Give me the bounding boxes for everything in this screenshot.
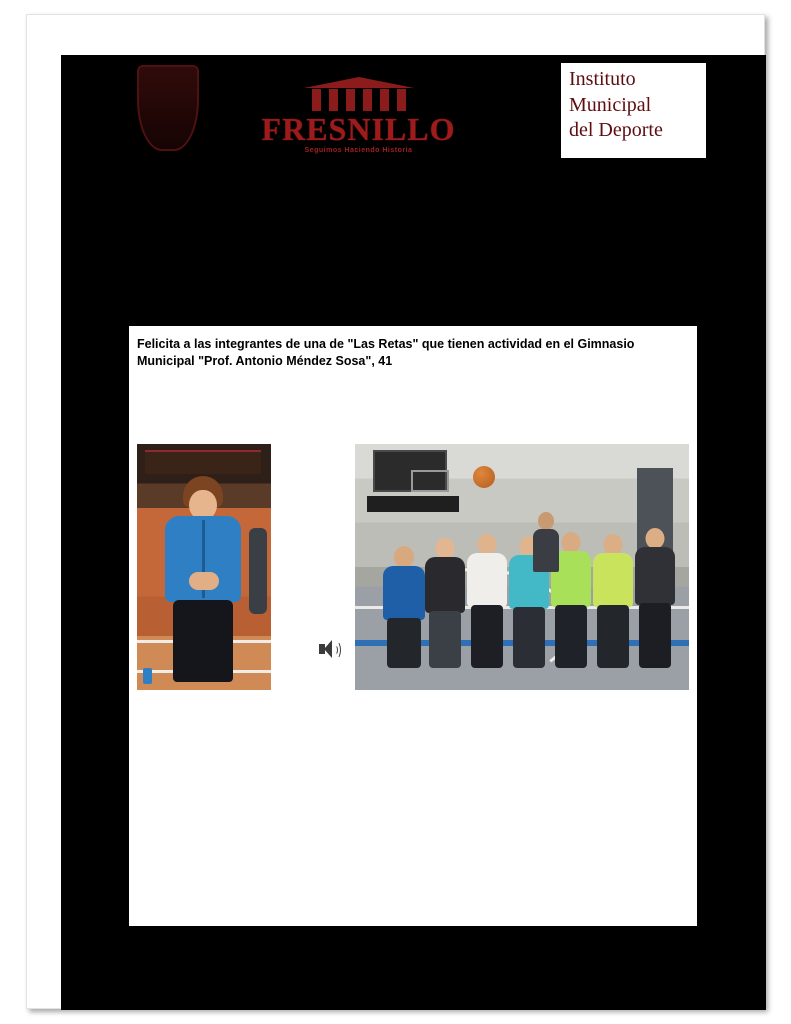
person-figure: [467, 534, 507, 668]
fresnillo-logo: [246, 77, 471, 169]
imd-line-3: del Deporte: [569, 119, 663, 142]
torso: [533, 529, 559, 572]
head: [478, 534, 497, 555]
speaker-cone: [324, 640, 332, 658]
torso: [425, 557, 465, 613]
head: [604, 534, 623, 555]
speaker-icon[interactable]: [315, 636, 341, 662]
wall-banner: [145, 450, 261, 474]
legs: [639, 603, 671, 668]
background-person: [249, 528, 267, 614]
person-figure: [383, 546, 425, 668]
legs: [387, 618, 421, 668]
torso: [593, 553, 633, 607]
person-figure: [593, 534, 633, 668]
legs: [471, 605, 503, 668]
crest-shape: [137, 65, 199, 151]
background-person: [533, 512, 559, 572]
photo-group-gym: [355, 444, 689, 690]
head: [646, 528, 665, 549]
basketball-icon: [473, 466, 495, 488]
building-icon: [304, 77, 414, 111]
head: [394, 546, 414, 568]
fresnillo-tagline: Seguimos Haciendo Historia: [304, 147, 413, 154]
columns-shape: [312, 89, 406, 111]
media-row: [137, 444, 689, 696]
speaker-wave-outer: [332, 641, 341, 659]
legs: [555, 605, 587, 668]
torso: [383, 566, 425, 620]
slide-area: [61, 55, 766, 1010]
head: [436, 538, 455, 559]
municipal-crest-icon: [137, 65, 199, 165]
black-pants: [173, 600, 233, 682]
instituto-municipal-deporte-logo: [561, 63, 706, 158]
wall-banner: [367, 496, 459, 512]
backboard-square: [411, 470, 449, 492]
fresnillo-wordmark: FRESNILLO: [261, 111, 456, 147]
hands: [189, 572, 219, 590]
caption-text: Felicita a las integrantes de una de "Las Retas" que tienen actividad en el Gimnasio Municipal "Prof. Antonio Méndez Sosa", 41: [137, 337, 635, 368]
person-figure: [425, 538, 465, 668]
torso: [635, 547, 675, 605]
header-logo-band: [61, 55, 766, 185]
legs: [429, 611, 461, 668]
water-bottle: [143, 668, 152, 684]
photo-woman-gym: [137, 444, 271, 690]
legs: [513, 607, 545, 668]
imd-line-2: Municipal: [569, 93, 652, 116]
woman-figure: [159, 476, 247, 682]
legs: [597, 605, 629, 668]
head: [538, 512, 554, 530]
roof-shape: [304, 77, 414, 88]
head: [562, 532, 581, 553]
person-figure: [635, 528, 675, 668]
imd-line-1: Instituto: [569, 68, 636, 90]
document-page: [26, 14, 765, 1009]
basketball-backboard: [373, 450, 447, 492]
content-card: [129, 326, 697, 926]
torso: [467, 553, 507, 607]
